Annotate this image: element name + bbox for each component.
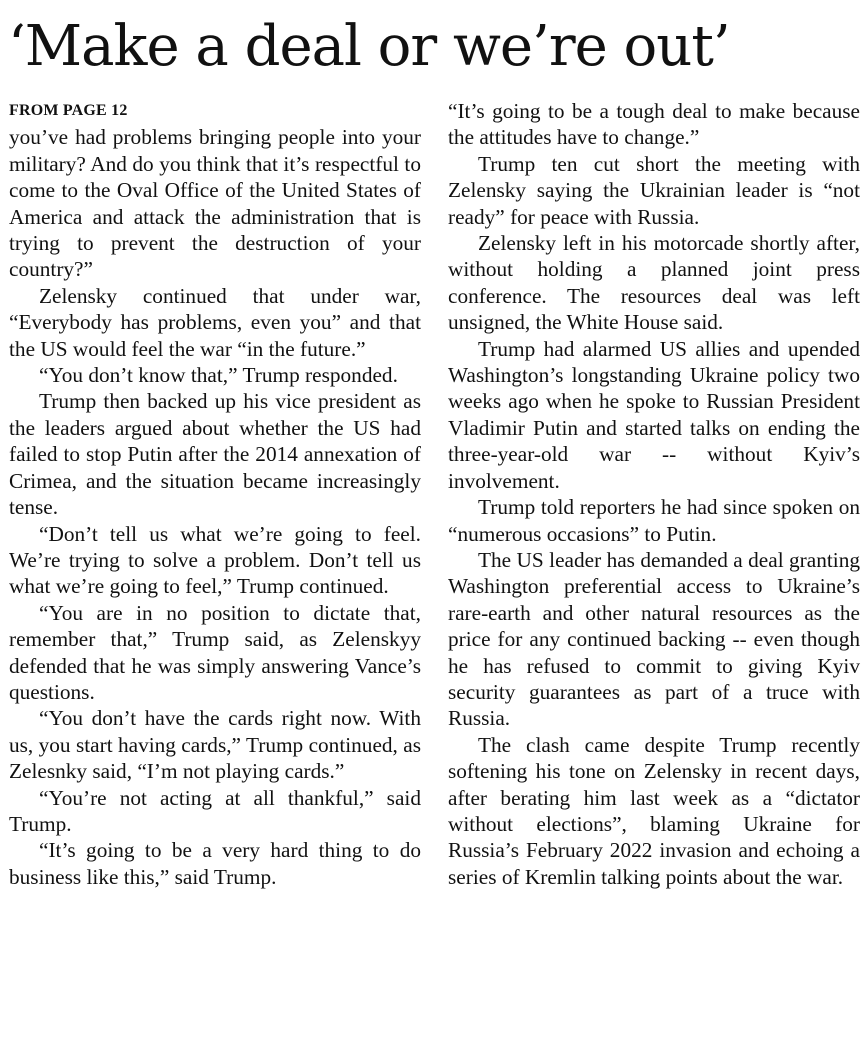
paragraph: “You are in no position to dictate that, remember that,” Trump said, as Zelenskyy defended that he was simply answering Vance’s questions.: [9, 600, 421, 704]
paragraph: The US leader has demanded a deal granting Washington preferential access to Ukraine’s rare-earth and other natural resources as the price for any continued backing -- even though he has refused to commit to giving Kyiv security guarantees as part of a truce with Russia.: [448, 547, 860, 731]
paragraph: The clash came despite Trump recently softening his tone on Zelensky in recent days, after berating him last week as a “dictator without elections”, blaming Ukraine for Russia’s February 2022 invasion and echoing a series of Kremlin talking points about the war.: [448, 732, 860, 889]
paragraph: Zelensky left in his motorcade shortly after, without holding a planned joint press conference. The resources deal was left unsigned, the White House said.: [448, 231, 860, 335]
article-column-left: [9, 98, 421, 890]
paragraph: Trump had alarmed US allies and upended Washington’s longstanding Ukraine policy two weeks ago when he spoke to Russian President Vladimir Putin and started talks on ending the three-year-old war -- without Kyiv’s involvement.: [448, 336, 860, 493]
paragraph: “You’re not acting at all thankful,” said Trump.: [9, 785, 421, 836]
paragraph: Trump then backed up his vice president as the leaders argued about whether the US had failed to stop Putin after the 2014 annexation of Crimea, and the situation became increasingly tense.: [9, 389, 421, 520]
paragraph: Trump told reporters he had since spoken on “numerous occasions” to Putin.: [448, 495, 860, 546]
paragraph: Trump ten cut short the meeting with Zelensky saying the Ukrainian leader is “not ready” for peace with Russia.: [448, 151, 860, 229]
paragraph: “Don’t tell us what we’re going to feel. We’re trying to solve a problem. Don’t tell us what we’re going to feel,” Trump continued.: [9, 521, 421, 599]
paragraph: “You don’t know that,” Trump responded.: [39, 363, 398, 388]
paragraph: “It’s going to be a very hard thing to do business like this,” said Trump.: [9, 838, 421, 889]
continued-from-kicker: FROM PAGE 12: [9, 102, 128, 119]
headline: ‘Make a deal or we’re out’: [8, 14, 730, 79]
paragraph: you’ve had problems bringing people into your military? And do you think that it’s respectful to come to the Oval Office of the United States of America and attack the administration that is trying to prevent the destruction of your country?”: [9, 125, 421, 282]
paragraph: “It’s going to be a tough deal to make because the attitudes have to change.”: [448, 99, 860, 150]
paragraph: Zelensky continued that under war, “Everybody has problems, even you” and that the US would feel the war “in the future.”: [9, 283, 421, 361]
paragraph: “You don’t have the cards right now. With us, you start having cards,” Trump continued, as Zelesnky said, “I’m not playing cards.”: [9, 706, 421, 784]
article-column-right: [448, 98, 860, 890]
